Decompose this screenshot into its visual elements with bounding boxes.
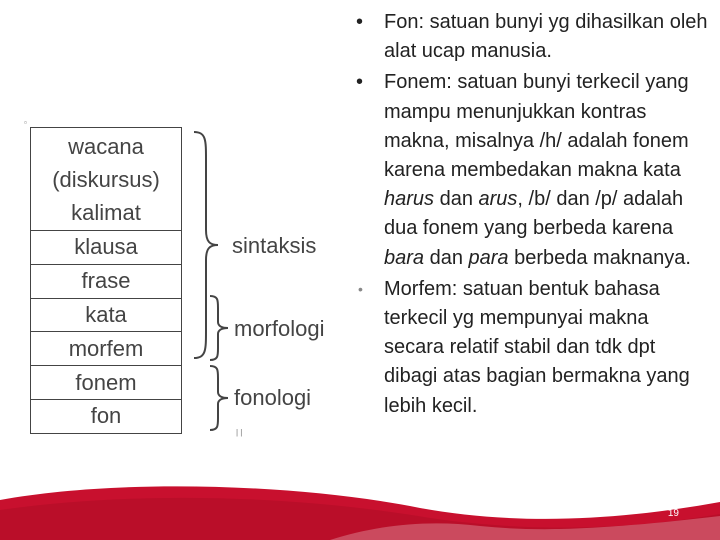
fonologi-label: fonologi — [234, 385, 312, 410]
bullet-text: dan — [424, 246, 469, 269]
level-label: frase — [81, 268, 131, 294]
bullet-text: Morfem: satuan bentuk bahasa terkecil yg mempunyai makna secara relatif stabil dan tdk dpt dibagi atas bagian bermakna yang lebih kecil. — [384, 277, 690, 417]
sintaksis-label: sintaksis — [232, 233, 317, 258]
level-label: (diskursus) — [52, 166, 160, 192]
level-row — [31, 128, 181, 230]
bullet-item — [352, 8, 712, 66]
morfologi-label: morfologi — [234, 316, 325, 341]
bullet-text: dan — [434, 188, 479, 211]
italic-example-word: arus — [478, 188, 518, 211]
small-mark: | | — [236, 428, 243, 437]
morfologi-brace — [208, 294, 232, 362]
bullet-marker: • — [356, 11, 364, 33]
fonologi-brace — [208, 364, 232, 432]
level-label: fonem — [75, 369, 137, 395]
bullet-marker: • — [356, 71, 364, 94]
level-row — [31, 264, 181, 298]
italic-example-word: bara — [384, 246, 425, 269]
level-label: wacana — [68, 133, 144, 159]
bullet-text: , /b/ dan /p/ adalah dua fonem yang berbeda karena — [384, 188, 684, 240]
footer-swoosh — [0, 480, 720, 540]
level-label: kalimat — [71, 199, 141, 225]
italic-example-word: harus — [384, 188, 435, 211]
level-row — [31, 399, 181, 433]
level-row — [31, 230, 181, 264]
linguistic-levels-table — [30, 127, 182, 434]
corner-mark: ▫ — [24, 118, 27, 127]
bullet-text: Fon: satuan bunyi yg dihasilkan oleh alat ucap manusia. — [384, 11, 708, 63]
bullet-marker: • — [358, 280, 363, 297]
bullet-item — [352, 68, 712, 272]
bullet-text: berbeda maknanya. — [508, 246, 691, 269]
level-row — [31, 298, 181, 332]
level-label: fon — [90, 403, 122, 429]
level-row — [31, 331, 181, 365]
definition-bullets — [352, 8, 712, 421]
level-label: klausa — [74, 234, 138, 260]
page-number: 19 — [667, 508, 679, 519]
bullet-item — [352, 275, 712, 421]
italic-example-word: para — [468, 246, 509, 269]
level-label: morfem — [68, 335, 144, 361]
bullet-text: Fonem: satuan bunyi terkecil yang mampu menunjukkan kontras makna, misalnya /h/ adalah fonem karena membedakan makna kata — [384, 71, 689, 182]
level-row — [31, 365, 181, 399]
level-label: kata — [85, 301, 127, 327]
